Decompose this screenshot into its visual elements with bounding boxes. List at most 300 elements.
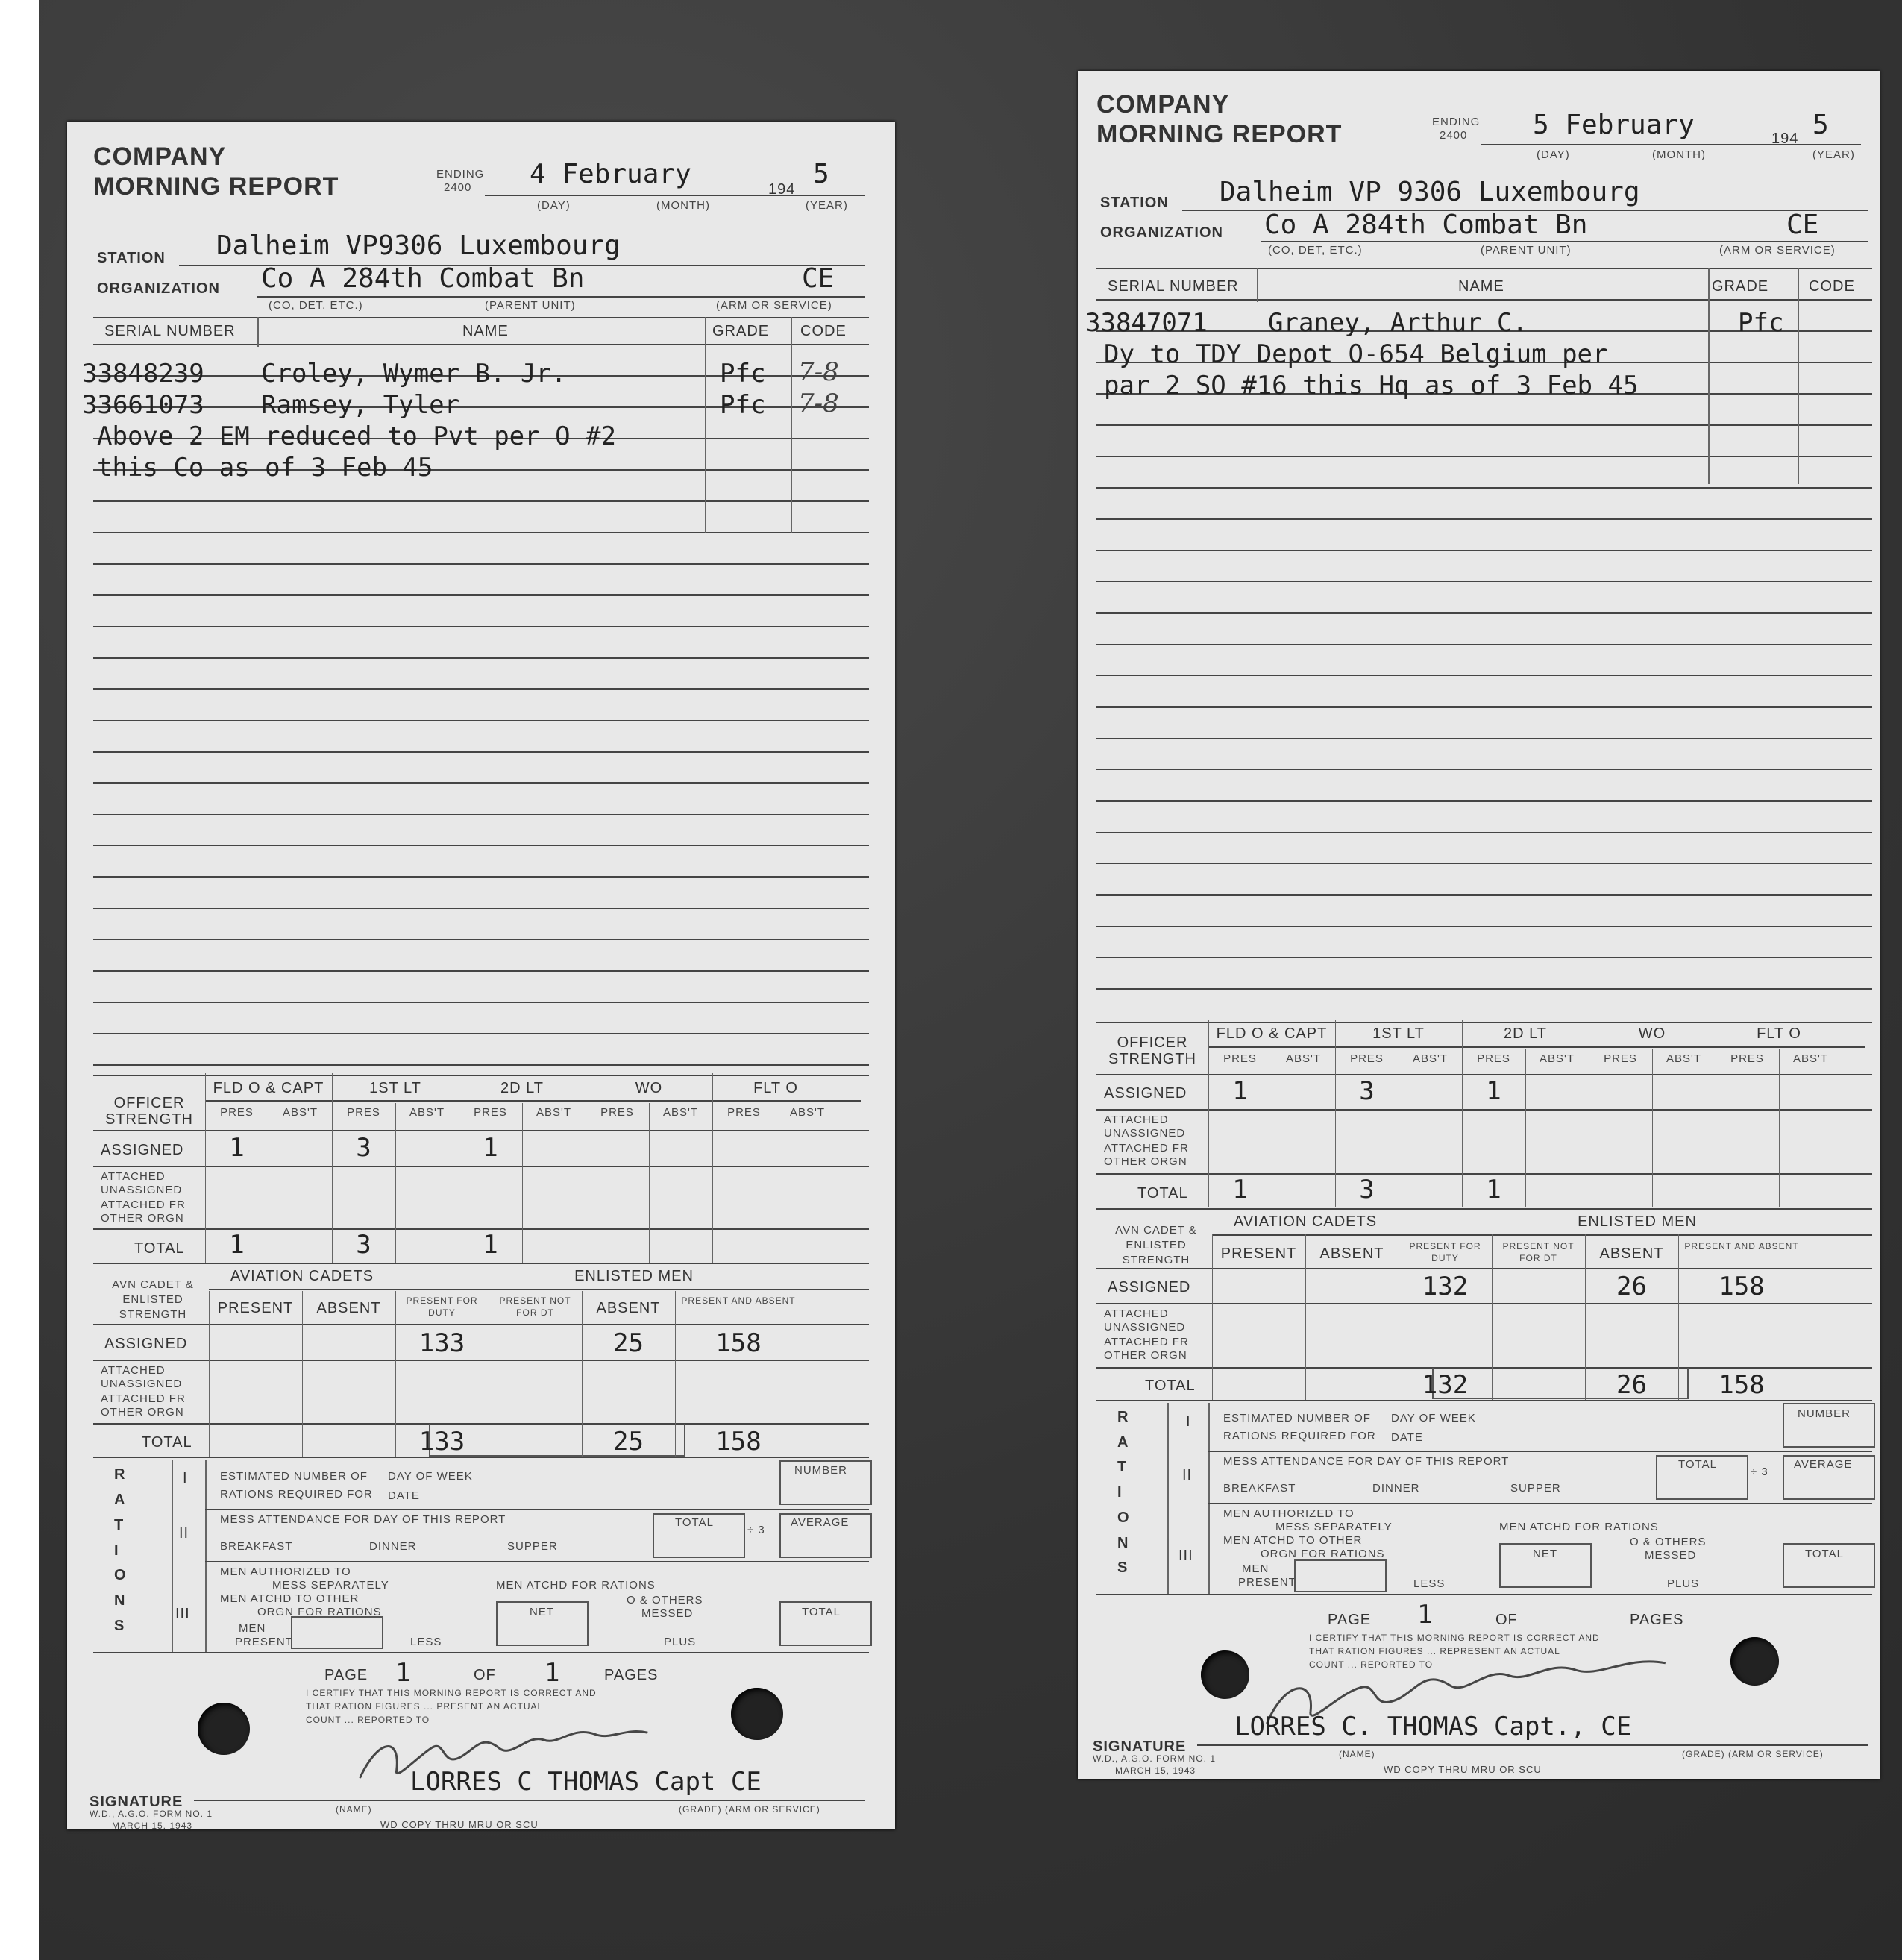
officer-group-header: 1ST LT bbox=[369, 1080, 421, 1096]
officer-assigned-value: 3 bbox=[356, 1133, 371, 1163]
enlisted-assigned-value: 25 bbox=[613, 1328, 644, 1358]
men-atchd-line2: ORGN FOR RATIONS bbox=[257, 1606, 382, 1618]
enlisted-assigned-value: 26 bbox=[1616, 1272, 1647, 1301]
grid-line bbox=[675, 1291, 676, 1457]
ending-time: 2400 bbox=[444, 181, 472, 194]
rations-ii-marker: II bbox=[179, 1525, 189, 1542]
name-caption: (NAME) bbox=[336, 1804, 372, 1815]
page-label: PAGE bbox=[1328, 1612, 1372, 1628]
rations-vertical-letter: I bbox=[114, 1542, 119, 1559]
men-authorized-line2: MESS SEPARATELY bbox=[272, 1579, 389, 1592]
year-suffix: 5 bbox=[813, 159, 829, 189]
present-label: PRESENT bbox=[1220, 1246, 1297, 1262]
rations-estimated-line2: RATIONS REQUIRED FOR bbox=[220, 1488, 373, 1501]
men-atchd-line2: ORGN FOR RATIONS bbox=[1261, 1548, 1385, 1560]
less-label: LESS bbox=[410, 1636, 442, 1648]
total-label: TOTAL bbox=[1678, 1458, 1717, 1471]
ruled-line bbox=[93, 532, 869, 533]
grid-line bbox=[1492, 1234, 1493, 1400]
enlisted-assigned-value: 158 bbox=[1719, 1272, 1765, 1301]
grid-line bbox=[1212, 1234, 1213, 1400]
dinner-label: DINNER bbox=[369, 1540, 417, 1553]
present-for-duty-label: PRESENT FOR DUTY bbox=[1409, 1241, 1481, 1263]
footer-note: WD COPY THRU MRU OR SCU bbox=[380, 1819, 539, 1829]
officer-assigned-value: 1 bbox=[483, 1133, 498, 1163]
column-header-grade: GRADE bbox=[1712, 278, 1769, 295]
form-date: MARCH 15, 1943 bbox=[112, 1821, 193, 1829]
rations-day-of-week: DAY OF WEEK bbox=[1391, 1412, 1476, 1425]
ruled-line bbox=[93, 782, 869, 784]
footer-note: WD COPY THRU MRU OR SCU bbox=[1384, 1764, 1542, 1775]
row-label-attached-other: ATTACHED FR OTHER ORGN bbox=[101, 1199, 186, 1225]
others-messed-line1: O & OTHERS bbox=[627, 1594, 703, 1606]
supper-label: SUPPER bbox=[507, 1540, 558, 1553]
rations-vertical-letter: R bbox=[114, 1466, 126, 1483]
entry-name: Graney, Arthur C. bbox=[1268, 308, 1528, 338]
pages-label: PAGES bbox=[604, 1667, 659, 1683]
grid-line bbox=[332, 1073, 333, 1263]
punch-hole bbox=[1201, 1650, 1249, 1699]
officer-total-value: 1 bbox=[1232, 1175, 1248, 1204]
enlisted-row-attached-other: ATTACHED FR OTHER ORGN bbox=[101, 1392, 186, 1419]
entry-code: 7-8 bbox=[798, 389, 839, 418]
column-header-serial: SERIAL NUMBER bbox=[1108, 278, 1239, 295]
absent-column-header: ABS'T bbox=[1539, 1052, 1575, 1065]
org-caption-unit: (CO, DET, ETC.) bbox=[269, 299, 363, 312]
signature-label: SIGNATURE bbox=[1093, 1738, 1187, 1755]
name-caption: (NAME) bbox=[1339, 1749, 1375, 1759]
certify-line2: THAT RATION FIGURES ... REPRESENT AN ACTUAL bbox=[1309, 1646, 1560, 1656]
punch-hole bbox=[1730, 1637, 1779, 1686]
org-caption-arm: (ARM OR SERVICE) bbox=[1719, 244, 1836, 257]
ruled-line bbox=[93, 876, 869, 878]
page-number: 1 bbox=[1417, 1600, 1433, 1630]
grid-line bbox=[1208, 1403, 1210, 1594]
arm-value: CE bbox=[802, 263, 835, 294]
grid-line bbox=[205, 1460, 207, 1652]
absent-column-header: ABS'T bbox=[409, 1106, 445, 1119]
ruled-line bbox=[93, 1033, 869, 1034]
day-caption: (DAY) bbox=[1537, 148, 1570, 161]
ruled-line bbox=[1096, 424, 1872, 426]
signer-typed-name: LORRES C. THOMAS Capt., CE bbox=[1234, 1712, 1632, 1741]
row-label-attached-unassigned: ATTACHED UNASSIGNED bbox=[101, 1170, 183, 1196]
present-and-absent-label: PRESENT AND ABSENT bbox=[1684, 1241, 1799, 1251]
total-label-iii: TOTAL bbox=[802, 1606, 841, 1618]
men-atchd-for-rations: MEN ATCHD FOR RATIONS bbox=[496, 1579, 656, 1592]
org-caption-arm: (ARM OR SERVICE) bbox=[716, 299, 832, 312]
rations-vertical-letter: T bbox=[114, 1516, 125, 1533]
rations-ii-marker: II bbox=[1182, 1467, 1193, 1483]
rations-i-marker: I bbox=[1186, 1413, 1191, 1430]
average-label: AVERAGE bbox=[1794, 1458, 1853, 1471]
rations-vertical-letter: N bbox=[1117, 1534, 1129, 1551]
aviation-cadets-label: AVIATION CADETS bbox=[1233, 1213, 1378, 1230]
absent-column-header: ABS'T bbox=[1792, 1052, 1829, 1065]
form-title-company: COMPANY bbox=[93, 142, 227, 171]
organization-value: Co A 284th Combat Bn bbox=[1264, 210, 1588, 240]
enlisted-total-value: 133 bbox=[418, 1427, 465, 1457]
enlisted-total-value: 26 bbox=[1616, 1370, 1647, 1400]
officer-group-header: 1ST LT bbox=[1372, 1025, 1425, 1042]
grid-line bbox=[1779, 1049, 1780, 1207]
enlisted-row-attached-unassigned: ATTACHED UNASSIGNED bbox=[101, 1364, 183, 1390]
others-messed-line2: MESSED bbox=[641, 1607, 694, 1620]
row-label-attached-unassigned: ATTACHED UNASSIGNED bbox=[1104, 1114, 1186, 1140]
ruled-line bbox=[1096, 644, 1872, 645]
officer-group-header: FLD O & CAPT bbox=[213, 1080, 324, 1096]
enlisted-strength-label: AVN CADET & ENLISTED STRENGTH bbox=[112, 1278, 194, 1321]
men-authorized-line1: MEN AUTHORIZED TO bbox=[1223, 1507, 1355, 1520]
present-column-header: PRES bbox=[1223, 1052, 1257, 1065]
ruled-line bbox=[93, 908, 869, 909]
less-label: LESS bbox=[1413, 1577, 1446, 1590]
ruled-line bbox=[1096, 832, 1872, 833]
grid-line bbox=[1208, 1020, 1209, 1207]
signer-typed-name: LORRES C THOMAS Capt CE bbox=[410, 1767, 762, 1797]
grid-line bbox=[1305, 1234, 1306, 1400]
officer-assigned-value: 1 bbox=[1232, 1076, 1248, 1106]
morning-report-card-right bbox=[1078, 71, 1880, 1779]
net-label: NET bbox=[1533, 1548, 1557, 1560]
form-title-morning-report: MORNING REPORT bbox=[93, 172, 339, 201]
column-header-serial: SERIAL NUMBER bbox=[104, 323, 236, 339]
rations-vertical-letter: O bbox=[1117, 1509, 1130, 1526]
men-atchd-line1: MEN ATCHD TO OTHER bbox=[1223, 1534, 1363, 1547]
grid-line bbox=[1585, 1234, 1586, 1400]
certify-line1: I CERTIFY THAT THIS MORNING REPORT IS CORRECT AND bbox=[306, 1688, 597, 1698]
organization-label: ORGANIZATION bbox=[1100, 224, 1223, 241]
rations-vertical-letter: S bbox=[114, 1618, 125, 1635]
men-present-line2: PRESENT bbox=[1238, 1576, 1296, 1589]
form-number: W.D., A.G.O. FORM NO. 1 bbox=[90, 1809, 213, 1819]
ruled-line bbox=[93, 563, 869, 565]
grid-line bbox=[302, 1291, 303, 1457]
rations-number-label: NUMBER bbox=[1798, 1407, 1851, 1420]
ruled-line bbox=[1096, 675, 1872, 676]
men-atchd-line1: MEN ATCHD TO OTHER bbox=[220, 1592, 360, 1605]
ruled-line bbox=[93, 845, 869, 846]
breakfast-label: BREAKFAST bbox=[220, 1540, 293, 1553]
entry-grade: Pfc bbox=[720, 390, 766, 420]
enlisted-row-assigned: ASSIGNED bbox=[1108, 1279, 1191, 1295]
men-authorized-line1: MEN AUTHORIZED TO bbox=[220, 1565, 351, 1578]
ruled-line bbox=[93, 970, 869, 972]
grid-line bbox=[1678, 1234, 1679, 1400]
officer-group-header: 2D LT bbox=[1504, 1025, 1547, 1042]
officer-assigned-value: 1 bbox=[229, 1133, 245, 1163]
enlisted-total-value: 132 bbox=[1422, 1370, 1469, 1400]
breakfast-label: BREAKFAST bbox=[1223, 1482, 1296, 1495]
org-caption-unit: (CO, DET, ETC.) bbox=[1268, 244, 1363, 257]
page-label: PAGE bbox=[324, 1667, 368, 1683]
present-column-header: PRES bbox=[1730, 1052, 1764, 1065]
officer-strength-label: OFFICER STRENGTH bbox=[105, 1095, 193, 1128]
supper-label: SUPPER bbox=[1510, 1482, 1561, 1495]
officer-total-value: 1 bbox=[1486, 1175, 1501, 1204]
grid-line bbox=[649, 1103, 650, 1263]
row-label-assigned: ASSIGNED bbox=[1104, 1085, 1187, 1102]
rations-date: DATE bbox=[1391, 1431, 1423, 1444]
rations-vertical-letter: N bbox=[114, 1592, 126, 1609]
form-date: MARCH 15, 1943 bbox=[1115, 1765, 1196, 1776]
ending-label: ENDING bbox=[436, 168, 485, 180]
officer-strength-label: OFFICER STRENGTH bbox=[1108, 1034, 1196, 1067]
absent-column-header: ABS'T bbox=[1666, 1052, 1702, 1065]
enlisted-total-value: 158 bbox=[715, 1427, 762, 1457]
rations-vertical-letter: I bbox=[1117, 1484, 1123, 1501]
column-header-grade: GRADE bbox=[712, 323, 770, 339]
officer-group-header: 2D LT bbox=[500, 1080, 544, 1096]
entry-serial: 33661073 bbox=[82, 390, 204, 420]
present-label: PRESENT bbox=[217, 1300, 294, 1316]
absent-column-header: ABS'T bbox=[789, 1106, 826, 1119]
enlisted-row-attached-other: ATTACHED FR OTHER ORGN bbox=[1104, 1336, 1189, 1362]
column-header-name: NAME bbox=[1458, 278, 1504, 295]
ending-label: ENDING bbox=[1432, 116, 1481, 128]
men-atchd-for-rations: MEN ATCHD FOR RATIONS bbox=[1499, 1521, 1659, 1533]
org-caption-parent: (PARENT UNIT) bbox=[485, 299, 576, 312]
ruled-line bbox=[93, 500, 869, 502]
entry-serial: 33848239 bbox=[82, 359, 204, 389]
punch-hole bbox=[198, 1703, 250, 1755]
rations-estimated-line1: ESTIMATED NUMBER OF bbox=[220, 1470, 368, 1483]
report-date: 5 February bbox=[1533, 110, 1695, 140]
present-and-absent-label: PRESENT AND ABSENT bbox=[681, 1295, 796, 1306]
entry-name: Croley, Wymer B. Jr. bbox=[261, 359, 567, 389]
absent-column-header: ABS'T bbox=[536, 1106, 572, 1119]
day-caption: (DAY) bbox=[537, 199, 571, 212]
officer-total-value: 1 bbox=[483, 1230, 498, 1260]
grade-caption: (GRADE) (ARM OR SERVICE) bbox=[679, 1804, 820, 1815]
officer-group-header: WO bbox=[635, 1080, 663, 1096]
rations-number-label: NUMBER bbox=[794, 1464, 848, 1477]
grid-line bbox=[395, 1291, 396, 1457]
ruled-line bbox=[1096, 926, 1872, 927]
men-present-line1: MEN bbox=[239, 1622, 266, 1635]
net-label: NET bbox=[530, 1606, 554, 1618]
ruled-line bbox=[93, 626, 869, 627]
grid-line bbox=[1525, 1049, 1526, 1207]
form-title-morning-report: MORNING REPORT bbox=[1096, 120, 1343, 148]
ruled-line bbox=[1096, 581, 1872, 582]
grid-line bbox=[582, 1291, 583, 1457]
present-column-header: PRES bbox=[347, 1106, 380, 1119]
grid-line bbox=[1167, 1403, 1169, 1594]
officer-group-header: WO bbox=[1638, 1025, 1666, 1042]
enlisted-absent-label: ABSENT bbox=[1599, 1246, 1664, 1262]
ruled-line bbox=[93, 751, 869, 753]
grid-line bbox=[209, 1291, 210, 1457]
certify-line1: I CERTIFY THAT THIS MORNING REPORT IS CORRECT AND bbox=[1309, 1633, 1600, 1643]
rations-vertical-letter: S bbox=[1117, 1559, 1129, 1577]
absent-column-header: ABS'T bbox=[1285, 1052, 1322, 1065]
enlisted-row-attached-unassigned: ATTACHED UNASSIGNED bbox=[1104, 1307, 1186, 1334]
row-label-total: TOTAL bbox=[1137, 1185, 1188, 1202]
divide-label: ÷ 3 bbox=[747, 1524, 765, 1536]
grid-line bbox=[1462, 1020, 1463, 1207]
remark-line: Above 2 EM reduced to Pvt per O #2 bbox=[97, 421, 616, 451]
average-label: AVERAGE bbox=[791, 1516, 850, 1529]
grid-line bbox=[172, 1460, 173, 1652]
rations-iii-marker: III bbox=[1178, 1548, 1193, 1564]
ruled-line bbox=[1096, 612, 1872, 614]
enlisted-strength-label: AVN CADET & ENLISTED STRENGTH bbox=[1115, 1224, 1197, 1266]
entry-code: 7-8 bbox=[798, 357, 839, 387]
dinner-label: DINNER bbox=[1372, 1482, 1420, 1495]
absent-column-header: ABS'T bbox=[282, 1106, 318, 1119]
row-label-total: TOTAL bbox=[134, 1240, 185, 1257]
officer-group-header: FLT O bbox=[1757, 1025, 1801, 1042]
year-caption: (YEAR) bbox=[806, 199, 848, 212]
enlisted-row-total: TOTAL bbox=[1145, 1378, 1196, 1394]
rations-estimated-line1: ESTIMATED NUMBER OF bbox=[1223, 1412, 1371, 1425]
present-not-for-duty-label: PRESENT NOT FOR DT bbox=[499, 1295, 571, 1318]
month-caption: (MONTH) bbox=[656, 199, 710, 212]
total-label: TOTAL bbox=[675, 1516, 714, 1529]
present-column-header: PRES bbox=[474, 1106, 507, 1119]
enlisted-total-value: 25 bbox=[613, 1427, 644, 1457]
grid-line bbox=[712, 1073, 713, 1263]
ruled-line bbox=[93, 1064, 869, 1066]
enlisted-row-assigned: ASSIGNED bbox=[104, 1336, 188, 1352]
station-label: STATION bbox=[1100, 195, 1169, 211]
of-label: OF bbox=[1495, 1612, 1518, 1628]
of-number: 1 bbox=[544, 1658, 560, 1688]
enlisted-assigned-value: 132 bbox=[1422, 1272, 1469, 1301]
pages-label: PAGES bbox=[1630, 1612, 1684, 1628]
certify-line3: COUNT ... REPORTED TO bbox=[306, 1715, 430, 1725]
of-label: OF bbox=[474, 1667, 496, 1683]
rations-iii-marker: III bbox=[175, 1606, 190, 1622]
present-column-header: PRES bbox=[727, 1106, 761, 1119]
present-for-duty-label: PRESENT FOR DUTY bbox=[406, 1295, 478, 1318]
present-column-header: PRES bbox=[1350, 1052, 1384, 1065]
column-header-name: NAME bbox=[462, 323, 509, 339]
men-present-line2: PRESENT bbox=[235, 1636, 293, 1648]
ruled-line bbox=[93, 657, 869, 659]
rations-estimated-line2: RATIONS REQUIRED FOR bbox=[1223, 1430, 1376, 1442]
enlisted-absent-label: ABSENT bbox=[596, 1300, 661, 1316]
absent-column-header: ABS'T bbox=[662, 1106, 699, 1119]
entry-grade: Pfc bbox=[720, 359, 766, 389]
rations-vertical-letter: T bbox=[1117, 1459, 1128, 1476]
officer-group-header: FLT O bbox=[753, 1080, 798, 1096]
enlisted-assigned-value: 133 bbox=[418, 1328, 465, 1358]
rations-vertical-letter: O bbox=[114, 1567, 127, 1584]
column-header-code: CODE bbox=[1809, 278, 1855, 295]
remark-line: par 2 SO #16 this Hq as of 3 Feb 45 bbox=[1104, 371, 1639, 401]
organization-value: Co A 284th Combat Bn bbox=[261, 263, 585, 294]
ruled-line bbox=[1096, 769, 1872, 770]
ruled-line bbox=[1096, 738, 1872, 739]
ruled-line bbox=[93, 594, 869, 596]
mess-attendance-label: MESS ATTENDANCE FOR DAY OF THIS REPORT bbox=[220, 1513, 506, 1526]
ruled-line bbox=[93, 939, 869, 940]
year-suffix: 5 bbox=[1812, 110, 1829, 140]
certify-line2: THAT RATION FIGURES ... PRESENT AN ACTUAL bbox=[306, 1701, 544, 1712]
row-label-attached-other: ATTACHED FR OTHER ORGN bbox=[1104, 1142, 1189, 1168]
rations-date: DATE bbox=[388, 1489, 420, 1502]
plus-label: PLUS bbox=[1667, 1577, 1700, 1590]
officer-group-header: FLD O & CAPT bbox=[1216, 1025, 1328, 1042]
ruled-line bbox=[1096, 518, 1872, 520]
ruled-line bbox=[1096, 957, 1872, 958]
certify-line3: COUNT ... REPORTED TO bbox=[1309, 1659, 1434, 1670]
enlisted-total-value: 158 bbox=[1719, 1370, 1765, 1400]
month-caption: (MONTH) bbox=[1652, 148, 1706, 161]
rations-vertical-letter: R bbox=[1117, 1409, 1129, 1425]
grid-line bbox=[205, 1073, 206, 1263]
absent-label: ABSENT bbox=[1319, 1246, 1384, 1262]
grade-caption: (GRADE) (ARM OR SERVICE) bbox=[1682, 1749, 1824, 1759]
entry-serial: 33847071 bbox=[1085, 308, 1208, 338]
absent-column-header: ABS'T bbox=[1412, 1052, 1449, 1065]
station-value: Dalheim VP9306 Luxembourg bbox=[216, 230, 621, 261]
rations-vertical-letter: A bbox=[1117, 1433, 1129, 1451]
officer-assigned-value: 1 bbox=[1486, 1076, 1501, 1106]
ruled-line bbox=[93, 720, 869, 721]
rations-i-marker: I bbox=[183, 1470, 188, 1486]
ruled-line bbox=[1096, 863, 1872, 864]
ruled-line bbox=[93, 1002, 869, 1003]
remark-line: this Co as of 3 Feb 45 bbox=[97, 453, 433, 483]
rations-vertical-letter: A bbox=[114, 1491, 126, 1508]
signature-label: SIGNATURE bbox=[90, 1794, 183, 1810]
ruled-line bbox=[1096, 894, 1872, 896]
ruled-line bbox=[1096, 487, 1872, 489]
men-present-line1: MEN bbox=[1242, 1562, 1269, 1575]
present-column-header: PRES bbox=[1604, 1052, 1637, 1065]
mess-attendance-label: MESS ATTENDANCE FOR DAY OF THIS REPORT bbox=[1223, 1455, 1510, 1468]
entry-grade: Pfc bbox=[1738, 308, 1784, 338]
page-number: 1 bbox=[395, 1658, 411, 1688]
report-date: 4 February bbox=[530, 159, 691, 189]
grid-line bbox=[395, 1103, 396, 1263]
grid-line bbox=[1335, 1020, 1336, 1207]
morning-report-card-left bbox=[67, 122, 895, 1829]
arm-value: CE bbox=[1786, 210, 1819, 240]
form-title-company: COMPANY bbox=[1096, 90, 1230, 119]
year-caption: (YEAR) bbox=[1812, 148, 1855, 161]
station-label: STATION bbox=[97, 250, 166, 266]
ending-time: 2400 bbox=[1440, 129, 1468, 142]
total-label-iii: TOTAL bbox=[1805, 1548, 1844, 1560]
grid-line bbox=[522, 1103, 523, 1263]
enlisted-assigned-value: 158 bbox=[715, 1328, 762, 1358]
others-messed-line2: MESSED bbox=[1645, 1549, 1697, 1562]
officer-total-value: 1 bbox=[229, 1230, 245, 1260]
others-messed-line1: O & OTHERS bbox=[1630, 1536, 1707, 1548]
organization-label: ORGANIZATION bbox=[97, 280, 220, 297]
enlisted-men-label: ENLISTED MEN bbox=[574, 1268, 694, 1284]
enlisted-men-label: ENLISTED MEN bbox=[1578, 1213, 1697, 1230]
present-not-for-duty-label: PRESENT NOT FOR DT bbox=[1502, 1241, 1575, 1263]
column-header-code: CODE bbox=[800, 323, 847, 339]
form-number: W.D., A.G.O. FORM NO. 1 bbox=[1093, 1753, 1217, 1764]
grid-line bbox=[1652, 1049, 1653, 1207]
ruled-line bbox=[1096, 988, 1872, 990]
present-column-header: PRES bbox=[600, 1106, 634, 1119]
enlisted-row-total: TOTAL bbox=[142, 1434, 192, 1451]
org-caption-parent: (PARENT UNIT) bbox=[1481, 244, 1572, 257]
remark-line: Dy to TDY Depot O-654 Belgium per bbox=[1104, 339, 1608, 369]
absent-label: ABSENT bbox=[316, 1300, 381, 1316]
ruled-line bbox=[93, 688, 869, 690]
plus-label: PLUS bbox=[664, 1636, 697, 1648]
officer-assigned-value: 3 bbox=[1359, 1076, 1375, 1106]
station-value: Dalheim VP 9306 Luxembourg bbox=[1220, 177, 1640, 207]
